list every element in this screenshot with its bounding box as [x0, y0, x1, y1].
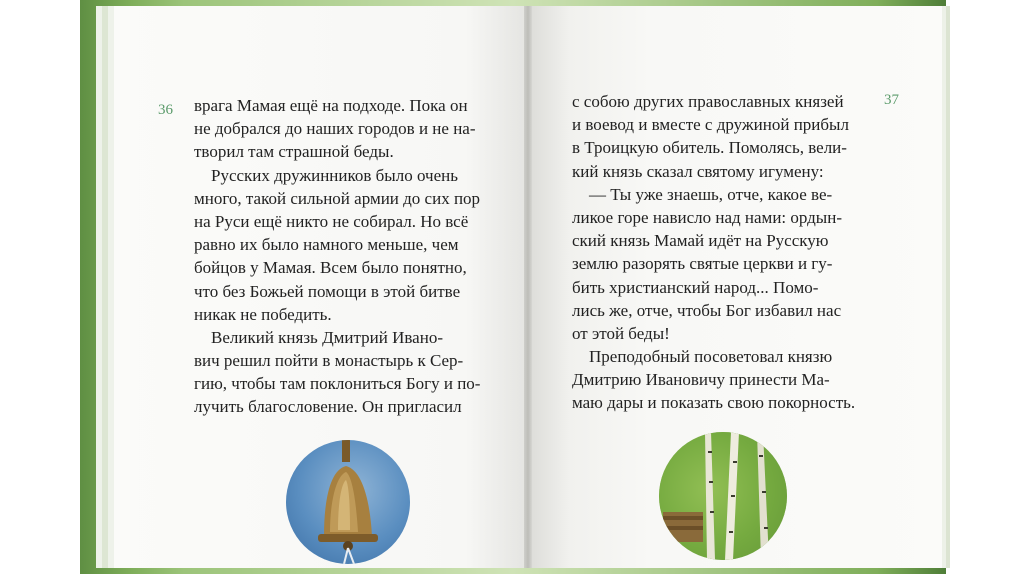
- text-line: вич решил пойти в монастырь к Сер-: [194, 351, 464, 371]
- text-line: ский князь Мамай идёт на Русскую: [572, 231, 829, 251]
- text-line: Дмитрию Ивановичу принести Ма-: [572, 370, 830, 390]
- text-line: бить христианский народ... Помо-: [572, 277, 819, 297]
- book-spine: [524, 6, 532, 568]
- text-line: землю разорять святые церкви и гу-: [572, 254, 833, 274]
- text-line: бойцов у Мамая. Всем было понятно,: [194, 258, 467, 278]
- text-line: на Руси ещё никто не собирал. Но всё: [194, 211, 469, 231]
- text-line: не добрался до наших городов и не на-: [194, 119, 476, 139]
- text-line: с собою других православных князей: [572, 92, 844, 111]
- text-line: Великий князь Дмитрий Ивано-: [194, 327, 443, 347]
- text-line: лучить благословение. Он пригласил: [194, 397, 462, 417]
- left-page-number: 36: [158, 102, 173, 118]
- text-line: гию, чтобы там поклониться Богу и по-: [194, 374, 481, 394]
- bell-illustration: [286, 440, 410, 564]
- text-line: маю дары и показать свою покорность.: [572, 393, 856, 413]
- birch-forest-illustration: [659, 432, 787, 560]
- text-line: в Троицкую обитель. Помолясь, вели-: [572, 138, 847, 158]
- text-line: Русских дружинников было очень: [194, 165, 458, 185]
- text-line: и воевод и вместе с дружиной прибыл: [572, 115, 849, 135]
- bell-icon: [286, 440, 410, 564]
- text-line: Преподобный посоветовал князю: [572, 347, 833, 367]
- text-line: — Ты уже знаешь, отче, какое ве-: [572, 184, 833, 204]
- right-page-text: [572, 90, 872, 415]
- text-line: ликое горе нависло над нами: ордын-: [572, 207, 842, 227]
- text-line: что без Божьей помощи в этой битве: [194, 281, 461, 301]
- text-line: врага Мамая ещё на подходе. Пока он: [194, 96, 468, 115]
- text-line: никак не победить.: [194, 304, 332, 324]
- text-line: кий князь сказал святому игумену:: [572, 161, 824, 181]
- text-line: много, такой сильной армии до сих пор: [194, 188, 481, 208]
- text-line: творил там страшной беды.: [194, 142, 394, 162]
- birch-forest-icon: [659, 432, 787, 560]
- left-page-text: [194, 94, 504, 419]
- text-line: от этой беды!: [572, 323, 670, 343]
- text-line: лись же, отче, чтобы Бог избавил нас: [572, 300, 842, 320]
- text-line: равно их было намного меньше, чем: [194, 235, 459, 255]
- right-page-number: 37: [884, 92, 899, 108]
